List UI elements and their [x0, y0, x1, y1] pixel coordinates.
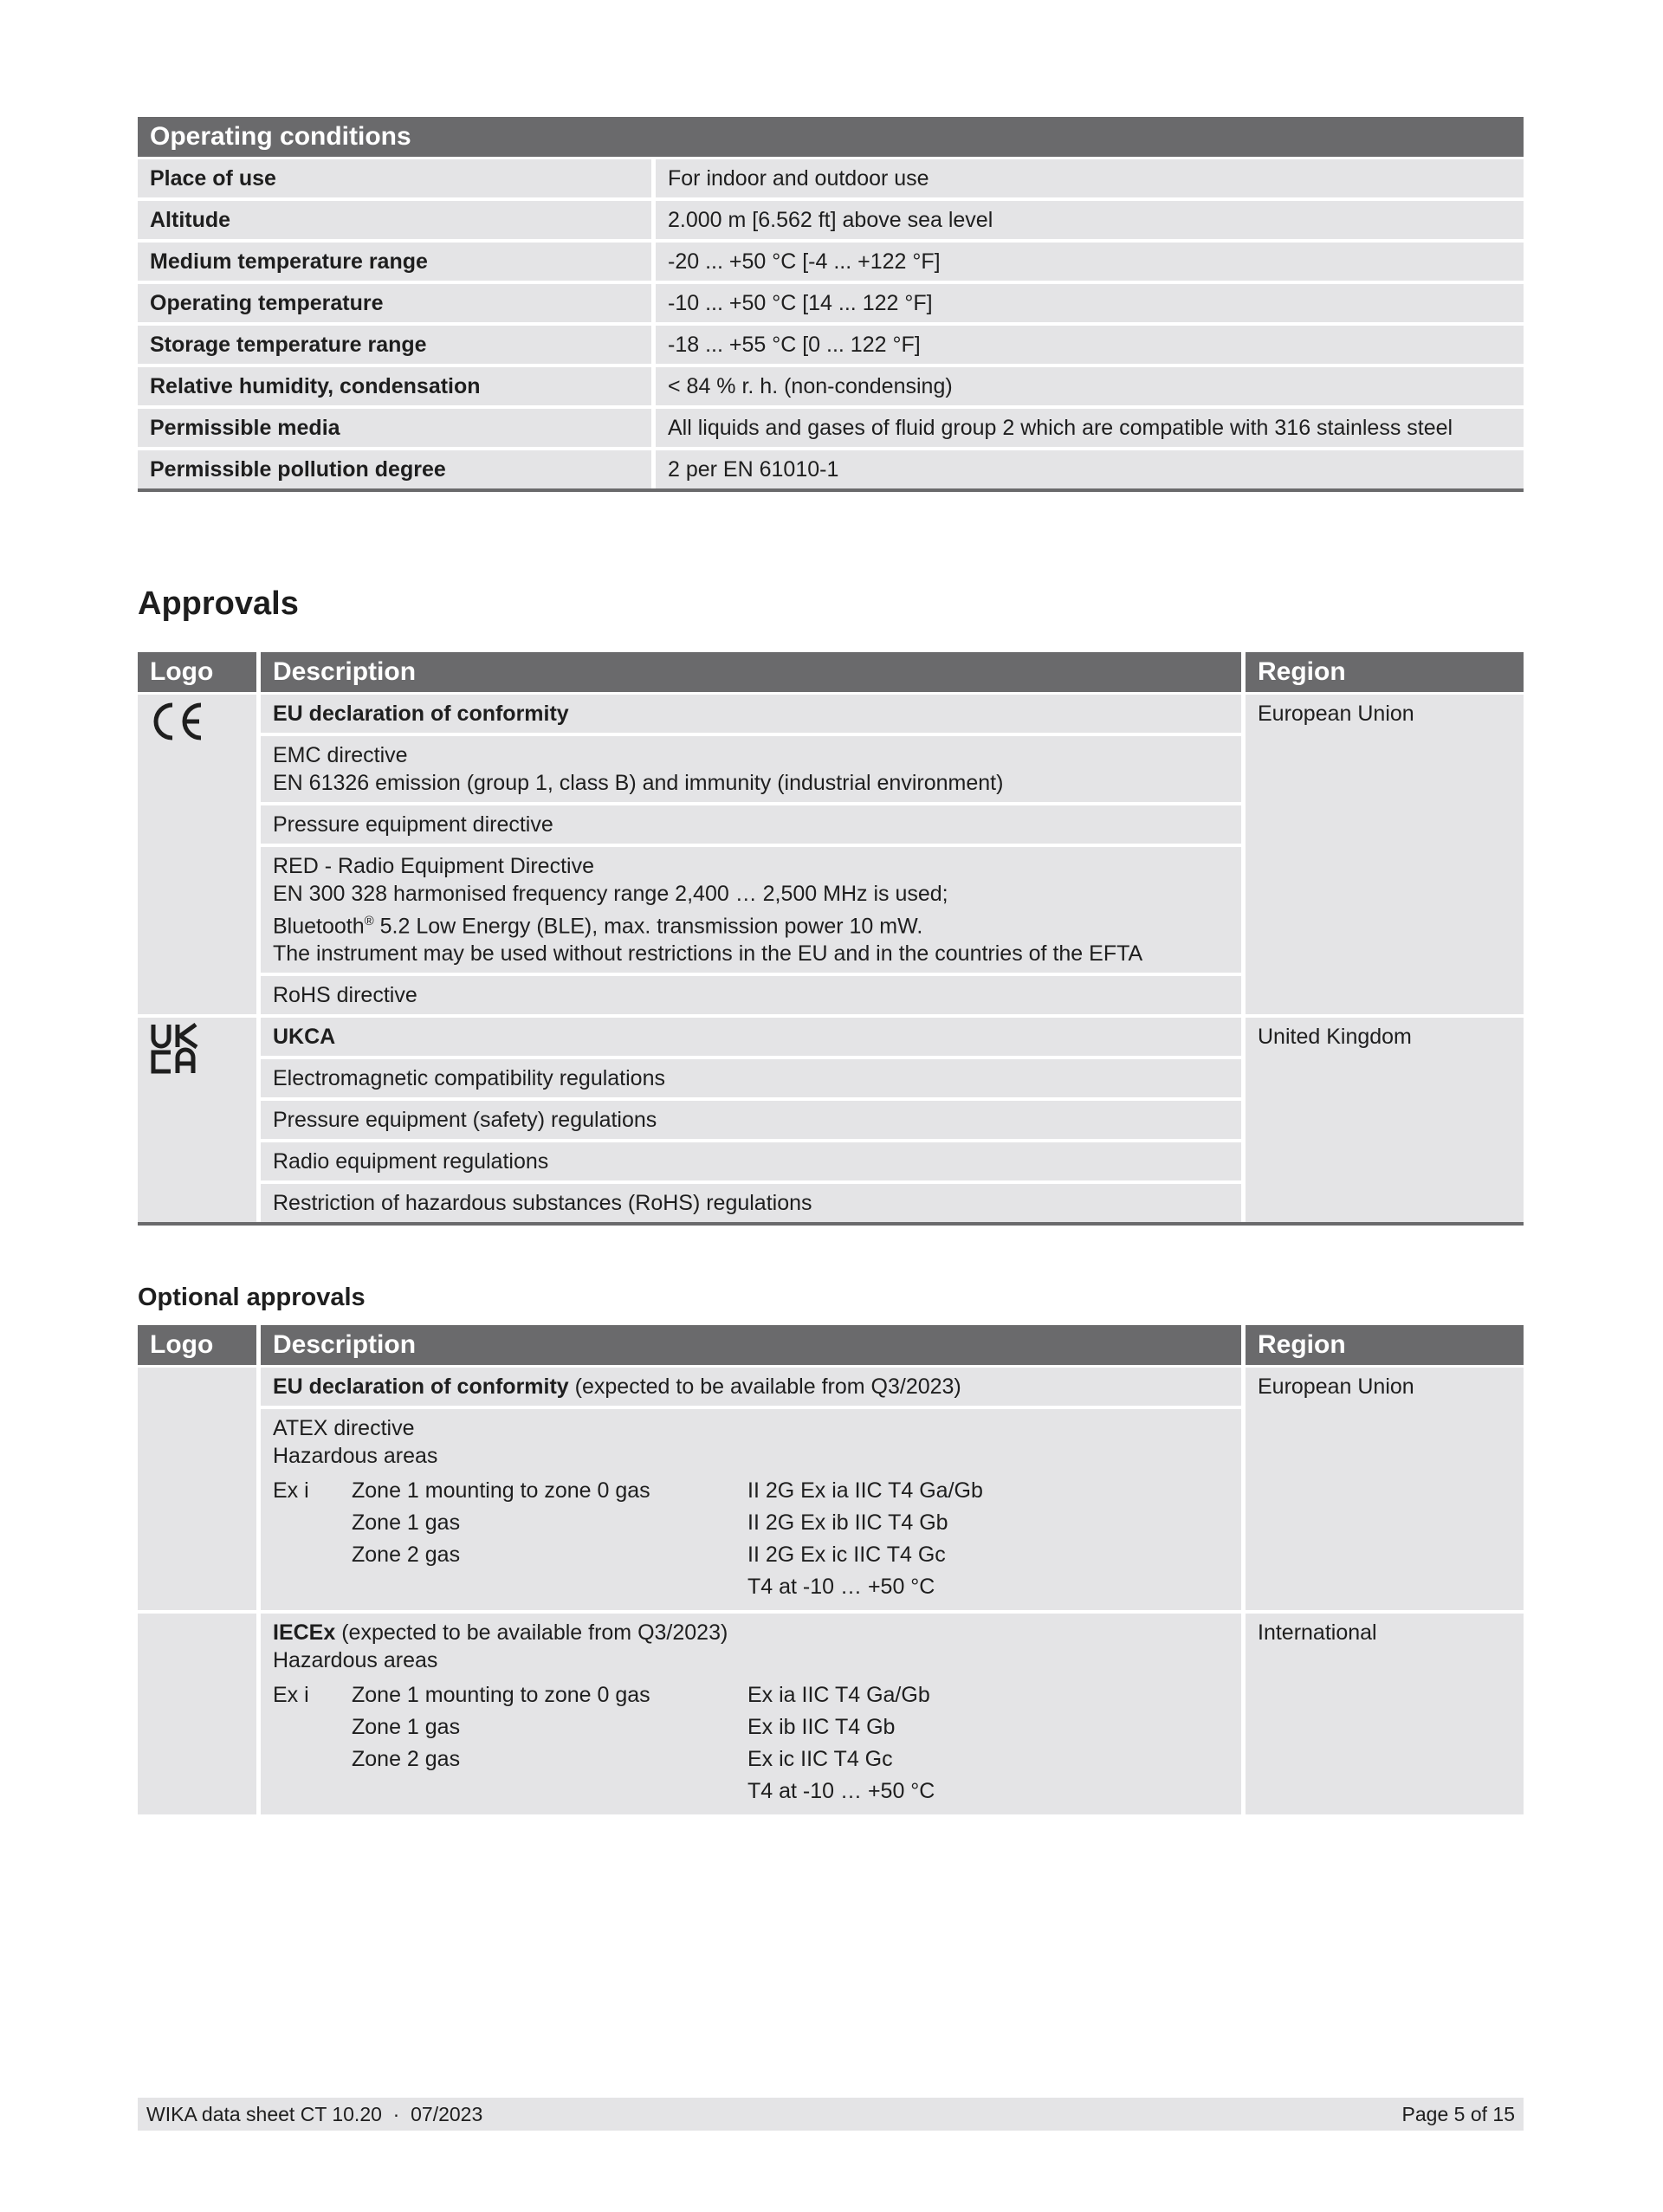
iecex-title-bold: IECEx [273, 1620, 336, 1645]
table-row [138, 1014, 1524, 1056]
marking-code: Ex ic IIC T4 Gc [747, 1747, 893, 1771]
zone-label: Zone 1 gas [352, 1510, 461, 1535]
row-value: 2 per EN 61010-1 [656, 447, 1524, 488]
row-label: Medium temperature range [138, 239, 656, 281]
col-region: Region [1246, 1325, 1524, 1365]
table-row [138, 197, 1524, 239]
atex-title [261, 1365, 1246, 1406]
row-value: < 84 % r. h. (non-condensing) [656, 364, 1524, 405]
iecex-title [273, 1619, 1229, 1646]
col-logo: Logo [138, 1325, 261, 1365]
region-eu: European Union [1246, 1365, 1524, 1610]
region-uk: United Kingdom [1246, 1014, 1524, 1222]
atex-line: ATEX directive [273, 1416, 415, 1440]
page-footer [138, 2098, 1524, 2131]
iecex-entry [261, 1610, 1246, 1814]
operating-conditions-table [138, 117, 1524, 492]
row-value: -20 ... +50 °C [-4 ... +122 °F] [656, 239, 1524, 281]
atex-directive [261, 1406, 1246, 1610]
table-row [138, 281, 1524, 322]
red-directive [261, 844, 1246, 973]
bluetooth-text: Bluetooth [273, 914, 365, 939]
approvals-heading: Approvals [138, 585, 299, 622]
ble-text: 5.2 Low Energy (BLE), max. transmission power 10 mW. [373, 914, 923, 939]
marking-code: Ex ib IIC T4 Gb [747, 1715, 896, 1739]
footer-document-id: WIKA data sheet CT 10.20 · 07/2023 [146, 2102, 483, 2125]
optional-approvals-table [138, 1325, 1524, 1814]
atex-line: Hazardous areas [273, 1444, 438, 1468]
ukca-item: Radio equipment regulations [261, 1139, 1246, 1180]
marking-code: T4 at -10 … +50 °C [747, 1779, 935, 1803]
optional-approvals-heading: Optional approvals [138, 1284, 366, 1311]
iecex-zone-grid [273, 1681, 1229, 1806]
logo-cell [138, 692, 261, 1014]
zone-label: Zone 1 gas [352, 1715, 461, 1739]
region-international: International [1246, 1610, 1524, 1814]
ce-mark-icon [150, 700, 244, 743]
region-eu: European Union [1246, 692, 1524, 1014]
row-value: All liquids and gases of fluid group 2 which are compatible with 316 stainless steel [656, 405, 1524, 447]
iecex-line: Hazardous areas [273, 1648, 438, 1672]
zone-label: Zone 1 mounting to zone 0 gas [352, 1478, 650, 1503]
emc-directive [261, 733, 1246, 802]
table-row [138, 322, 1524, 364]
col-logo: Logo [138, 652, 261, 692]
emc-line: EMC directive [273, 743, 408, 767]
table-row [138, 1610, 1524, 1814]
ukca-item: Restriction of hazardous substances (RoHS) regulations [261, 1180, 1246, 1222]
col-description: Description [261, 652, 1246, 692]
row-label: Operating temperature [138, 281, 656, 322]
marking-code: II 2G Ex ia IIC T4 Ga/Gb [747, 1478, 983, 1503]
red-line: RED - Radio Equipment Directive [273, 854, 594, 878]
ukca-item: Pressure equipment (safety) regulations [261, 1097, 1246, 1139]
row-value: 2.000 m [6.562 ft] above sea level [656, 197, 1524, 239]
table-row [138, 447, 1524, 488]
iecex-title-note: (expected to be available from Q3/2023) [335, 1620, 728, 1645]
ukca-mark-icon [150, 1023, 244, 1075]
row-label: Altitude [138, 197, 656, 239]
ukca-title: UKCA [261, 1014, 1246, 1056]
table-bottom-rule [138, 1222, 1524, 1226]
logo-cell [138, 1365, 261, 1610]
table-row [138, 364, 1524, 405]
row-label: Permissible pollution degree [138, 447, 656, 488]
atex-title-bold: EU declaration of conformity [273, 1374, 569, 1399]
zone-label: Zone 2 gas [352, 1543, 461, 1567]
col-description: Description [261, 1325, 1246, 1365]
row-label: Storage temperature range [138, 322, 656, 364]
marking-code: Ex ia IIC T4 Ga/Gb [747, 1683, 930, 1707]
emc-line: EN 61326 emission (group 1, class B) and immunity (industrial environment) [273, 771, 1004, 795]
eu-declaration-title: EU declaration of conformity [261, 692, 1246, 733]
row-value: For indoor and outdoor use [656, 157, 1524, 197]
table-row [138, 157, 1524, 197]
table-row [138, 405, 1524, 447]
row-value: -18 ... +55 °C [0 ... 122 °F] [656, 322, 1524, 364]
zone-label: Zone 2 gas [352, 1747, 461, 1771]
table-row [138, 692, 1524, 733]
logo-cell [138, 1014, 261, 1222]
atex-zone-grid [273, 1477, 1229, 1601]
marking-code: II 2G Ex ib IIC T4 Gb [747, 1510, 948, 1535]
col-region: Region [1246, 652, 1524, 692]
table-row [138, 239, 1524, 281]
footer-page-number: Page 5 of 15 [1401, 2102, 1515, 2125]
row-value: -10 ... +50 °C [14 ... 122 °F] [656, 281, 1524, 322]
registered-mark: ® [364, 914, 374, 928]
zone-label: Zone 1 mounting to zone 0 gas [352, 1683, 650, 1707]
atex-title-note: (expected to be available from Q3/2023) [568, 1374, 961, 1399]
row-label: Permissible media [138, 405, 656, 447]
red-line: EN 300 328 harmonised frequency range 2,400 … 2,500 MHz is used; [273, 882, 948, 906]
red-line: The instrument may be used without restrictions in the EU and in the countries of the EFTA [273, 941, 1143, 967]
pressure-equipment-directive: Pressure equipment directive [261, 802, 1246, 844]
row-label: Relative humidity, condensation [138, 364, 656, 405]
ukca-item: Electromagnetic compatibility regulations [261, 1056, 1246, 1097]
operating-conditions-title: Operating conditions [138, 117, 1524, 157]
zone-label [352, 1777, 747, 1806]
red-line [273, 908, 1229, 940]
approvals-table [138, 652, 1524, 1226]
table-bottom-rule [138, 488, 1524, 492]
marking-code: II 2G Ex ic IIC T4 Gc [747, 1543, 946, 1567]
zone-label [352, 1573, 747, 1601]
marking-code: T4 at -10 … +50 °C [747, 1575, 935, 1599]
ex-label: Ex i [273, 1683, 309, 1707]
ex-label: Ex i [273, 1478, 309, 1503]
logo-cell [138, 1610, 261, 1814]
table-row [138, 1365, 1524, 1406]
row-label: Place of use [138, 157, 656, 197]
rohs-directive: RoHS directive [261, 973, 1246, 1014]
